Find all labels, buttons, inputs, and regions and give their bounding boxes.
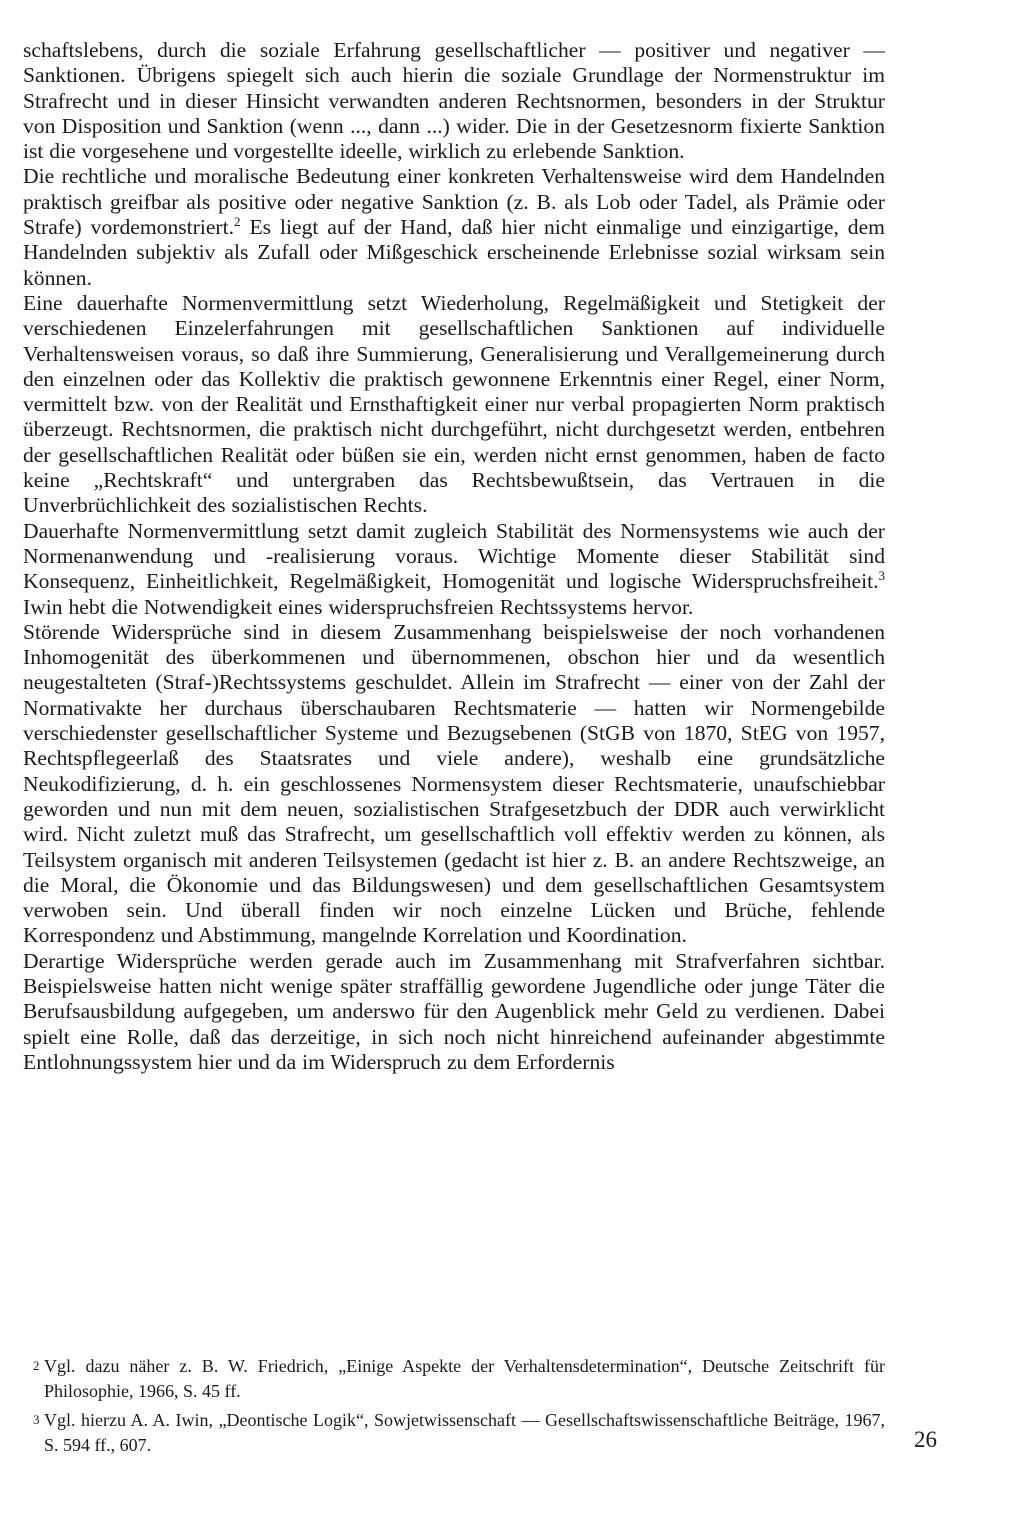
footnote-2 [23,1354,885,1404]
paragraph-4-text-before: Dauerhafte Normenvermittlung setzt damit zugleich Stabilität des Normensystems wie auch der Normenanwendung und -realisierung voraus. Wichtige Momente dieser Stabilität sind Konsequenz, Einheitlichkeit, Regelmäßigkeit, Homogenität und logische Widerspruchsfreiheit. [23,518,885,594]
paragraph-3: Eine dauerhafte Normenvermittlung setzt Wiederholung, Regelmäßigkeit und Stetigkeit der verschiedenen Einzelerfahrungen mit gesellschaftlichen Sanktionen auf individuelle Verhaltensweisen voraus, so daß ihre Summierung, Generalisierung und Verallgemeinerung durch den einzelnen oder das Kollektiv die praktisch gewonnene Erkenntnis einer Regel, einer Norm, vermittelt bzw. von der Realität und Ernsthaftigkeit einer nur verbal propagierten Norm praktisch überzeugt. Rechtsnormen, die praktisch nicht durchgeführt, nicht durchgesetzt werden, entbehren der gesellschaftlichen Realität oder büßen sie ein, werden nicht ernst genommen, haben de facto keine „Rechtskraft“ und untergraben das Rechtsbewußtsein, das Vertrauen in die Unverbrüchlichkeit des sozialistischen Rechts. [23,290,885,518]
paragraph-5: Störende Widersprüche sind in diesem Zusammenhang beispielsweise der noch vorhandenen Inhomogenität des überkommenen und übernommenen, obschon hier und da wesentlich neugestalteten (Straf-)Rechtssystems geschuldet. Allein im Strafrecht — einer von der Zahl der Normativakte her durchaus überschaubaren Rechtsmaterie — hatten wir Normengebilde verschiedenster gesellschaftlicher Systeme und Bezugsebenen (StGB von 1870, StEG von 1957, Rechtspflegeerlaß des Staatsrates und viele andere), weshalb eine grundsätzliche Neukodifizierung, d. h. ein geschlossenes Normensystem dieser Rechtsmaterie, unaufschiebbar geworden und nun mit dem neuen, sozialistischen Strafgesetzbuch der DDR auch verwirklicht wird. Nicht zuletzt muß das Strafrecht, um gesellschaftlich voll effektiv werden zu können, als Teilsystem organisch mit anderen Teilsystemen (gedacht ist hier z. B. an andere Rechtszweige, an die Moral, die Ökonomie und das Bildungswesen) und dem gesellschaftlichen Gesamtsystem verwoben sein. Und überall finden wir noch einzelne Lücken und Brüche, fehlende Korrespondenz und Abstimmung, mangelnde Korrelation und Koordination. [23,619,885,948]
footnote-2-text: Vgl. dazu näher z. B. W. Friedrich, „Einige Aspekte der Verhaltensdetermination“, Deutsche Zeitschrift für Philosophie, 1966, S. 45 ff. [44,1356,885,1401]
paragraph-6: Derartige Widersprüche werden gerade auch im Zusammenhang mit Strafverfahren sichtbar. Beispielsweise hatten nicht wenige später straffällig gewordene Jugendliche oder junge Täter die Berufsausbildung aufgegeben, um anderswo für den Augenblick mehr Geld zu verdienen. Dabei spielt eine Rolle, daß das derzeitige, in sich noch nicht hinreichend aufeinander abgestimmte Entlohnungssystem hier und da im Widerspruch zu dem Erfordernis [23,948,885,1074]
footnote-2-number: 2 [33,1358,40,1373]
page-number: 26 [914,1427,937,1452]
paragraph-4 [23,519,885,620]
footnote-ref-2: 2 [234,214,241,230]
paragraph-2 [23,164,885,290]
footnote-3-text: Vgl. hierzu A. A. Iwin, „Deontische Logik“, Sowjetwissenschaft — Gesellschaftswissenschaftliche Beiträge, 1967, S. 594 ff., 607. [44,1410,885,1455]
footnote-ref-3: 3 [878,568,885,584]
paragraph-4-text-after: Iwin hebt die Notwendigkeit eines widerspruchsfreien Rechtssystems hervor. [23,594,694,619]
footnotes [23,1354,885,1462]
body-text [23,38,885,1075]
footnote-3-number: 3 [33,1412,40,1427]
paragraph-1: schaftslebens, durch die soziale Erfahrung gesellschaftlicher — positiver und negativer — Sanktionen. Übrigens spiegelt sich auch hierin die soziale Grundlage der Normenstruktur im Strafrecht und in dieser Hinsicht verwandten anderen Rechtsnormen, besonders in der Struktur von Disposition und Sanktion (wenn ..., dann ...) wider. Die in der Gesetzesnorm fixierte Sanktion ist die vorgesehene und vorgestellte ideelle, wirklich zu erlebende Sanktion. [23,38,885,164]
paragraph-2-text-before: Die rechtliche und moralische Bedeutung einer konkreten Verhaltensweise wird dem Handelnden praktisch greifbar als positive oder negative Sanktion (z. B. als Lob oder Tadel, als Prämie oder Strafe) vordemonstriert. [23,164,885,240]
paragraph-2-text-after: Es liegt auf der Hand, daß hier nicht einmalige und einzigartige, dem Handelnden subjektiv als Zufall oder Mißgeschick erscheinende Erlebnisse sozial wirksam sein können. [23,215,885,290]
footnote-3 [23,1408,885,1458]
